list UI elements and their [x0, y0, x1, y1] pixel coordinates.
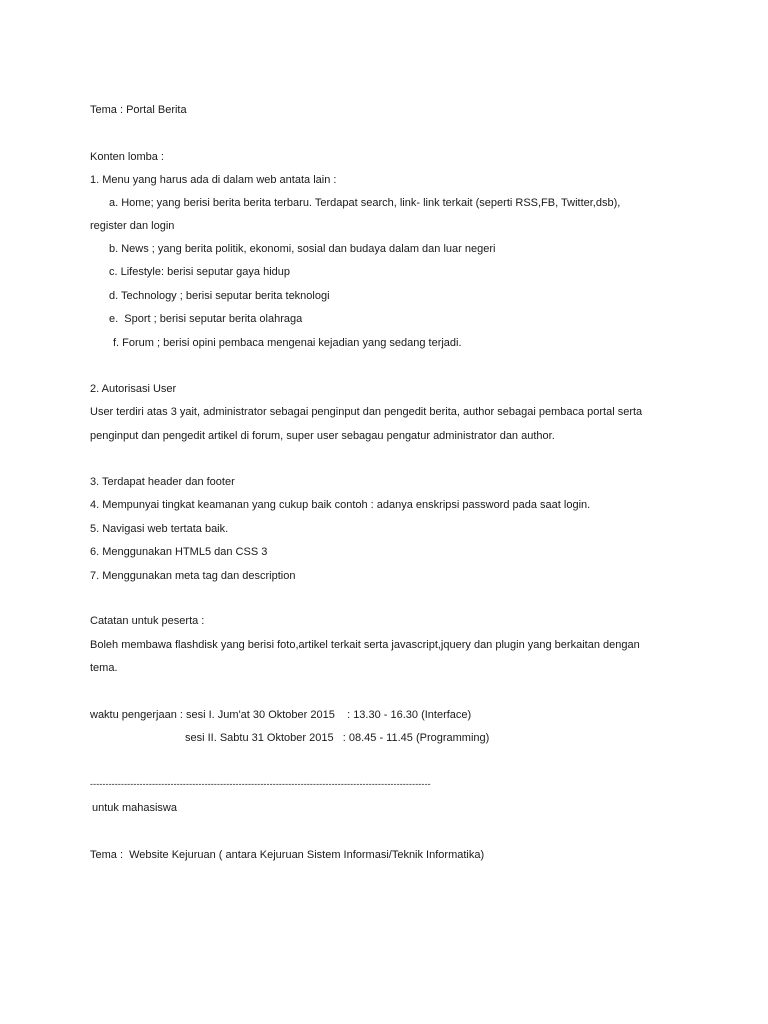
list-item-5: 5. Navigasi web tertata baik. [90, 523, 229, 535]
autorisasi-line1: User terdiri atas 3 yait, administrator sebagai penginput dan pengedit berita, author sebagai pembaca portal serta [90, 406, 643, 418]
tema-kejuruan-line: Tema : Website Kejuruan ( antara Kejuruan Sistem Informasi/Teknik Informatika) [90, 849, 485, 861]
list-item-6: 6. Menggunakan HTML5 dan CSS 3 [90, 546, 268, 558]
menu-heading: 1. Menu yang harus ada di dalam web antata lain : [90, 174, 337, 186]
catatan-line1: Boleh membawa flashdisk yang berisi foto,artikel terkait serta javascript,jquery dan plugin yang berkaitan dengan [90, 639, 640, 651]
menu-item-f: f. Forum ; berisi opini pembaca mengenai kejadian yang sedang terjadi. [113, 337, 462, 349]
menu-item-b: b. News ; yang berita politik, ekonomi, sosial dan budaya dalam dan luar negeri [109, 243, 496, 255]
autorisasi-heading: 2. Autorisasi User [90, 383, 177, 395]
autorisasi-line2: penginput dan pengedit artikel di forum, super user sebagau pengatur administrator dan author. [90, 430, 555, 442]
catatan-line2: tema. [90, 662, 118, 674]
waktu-line2: sesi II. Sabtu 31 Oktober 2015 : 08.45 - 11.45 (Programming) [185, 732, 490, 744]
waktu-line1: waktu pengerjaan : sesi I. Jum'at 30 Oktober 2015 : 13.30 - 16.30 (Interface) [90, 709, 472, 721]
menu-item-a-line2: register dan login [90, 220, 175, 232]
menu-item-a-line1: a. Home; yang berisi berita berita terbaru. Terdapat search, link- link terkait (seperti RSS,FB, Twitter,dsb), [109, 197, 621, 209]
catatan-heading: Catatan untuk peserta : [90, 615, 205, 627]
separator-line: -------------------------------------------------------------------------------------------------------------- [90, 779, 431, 789]
list-item-4: 4. Mempunyai tingkat keamanan yang cukup baik contoh : adanya enskripsi password pada saat login. [90, 499, 591, 511]
mahasiswa-line: untuk mahasiswa [92, 802, 177, 814]
list-item-3: 3. Terdapat header dan footer [90, 476, 235, 488]
menu-item-c: c. Lifestyle: berisi seputar gaya hidup [109, 266, 290, 278]
konten-heading: Konten lomba : [90, 151, 164, 163]
tema-portal-line: Tema : Portal Berita [90, 104, 187, 116]
menu-item-e: e. Sport ; berisi seputar berita olahraga [109, 313, 303, 325]
menu-item-d: d. Technology ; berisi seputar berita teknologi [109, 290, 330, 302]
list-item-7: 7. Menggunakan meta tag dan description [90, 570, 296, 582]
